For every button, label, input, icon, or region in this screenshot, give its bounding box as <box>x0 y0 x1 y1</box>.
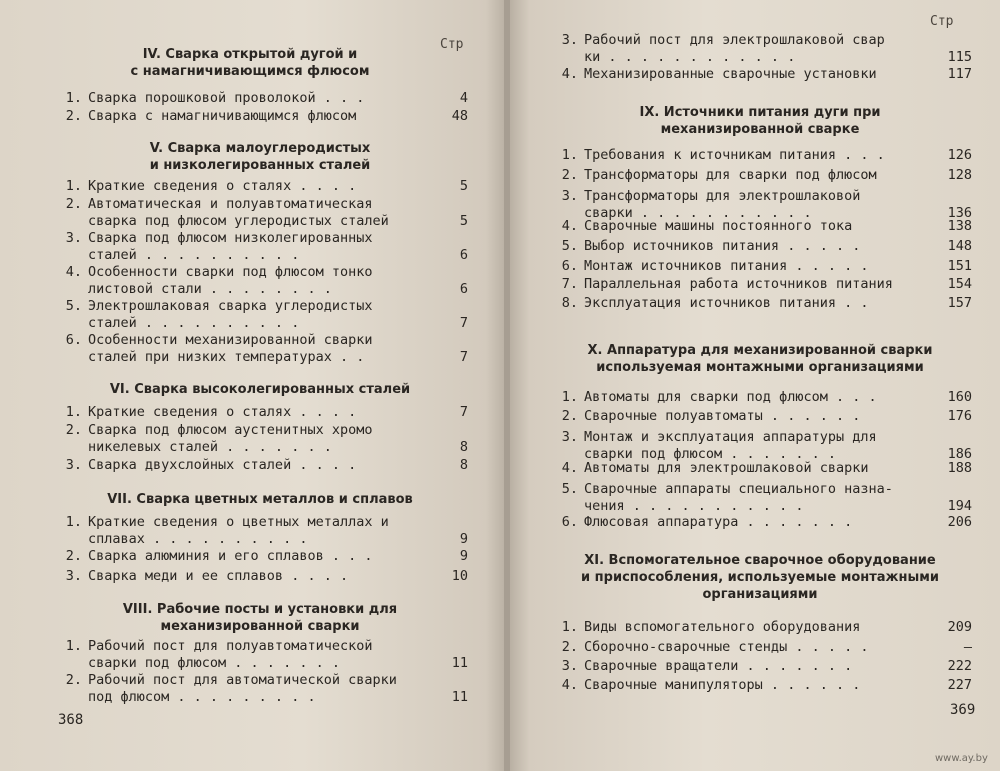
toc-entry[interactable]: 4. Сварочные машины постоянного тока 138 <box>561 218 972 234</box>
toc-entry[interactable]: 4. Механизированные сварочные установки 117 <box>561 66 972 82</box>
toc-entry[interactable]: 4. Особенности сварки под флюсом тонко листовой стали . . . . . . . . 6 <box>65 264 468 297</box>
toc-entry[interactable]: 1. Краткие сведения о цветных металлах и сплавах . . . . . . . . . . 9 <box>65 514 468 547</box>
toc-entry[interactable]: 1. Виды вспомогательного оборудования 209 <box>561 619 972 635</box>
toc-entry[interactable]: 2. Рабочий пост для автоматической сварки под флюсом . . . . . . . . . 11 <box>65 672 468 705</box>
section-heading: XI. Вспомогательное сварочное оборудование и приспособления, используемые монтажными организациями <box>581 553 939 602</box>
toc-entry[interactable]: 2. Сборочно-сварочные стенды . . . . . — <box>561 639 972 655</box>
section-heading: IX. Источники питания дуги при механизированной сварке <box>639 105 881 137</box>
toc-entry[interactable]: 2. Сварка под флюсом аустенитных хромо никелевых сталей . . . . . . . 8 <box>65 422 468 455</box>
section-heading: VII. Сварка цветных металлов и сплавов <box>107 492 413 507</box>
toc-entry[interactable]: 3. Сварка меди и ее сплавов . . . . 10 <box>65 568 468 584</box>
toc-entry[interactable]: 5. Выбор источников питания . . . . . 148 <box>561 238 972 254</box>
toc-entry[interactable]: 3. Монтаж и эксплуатация аппаратуры для сварки под флюсом . . . . . . . 186 <box>561 429 972 462</box>
toc-entry[interactable]: 6. Монтаж источников питания . . . . . 151 <box>561 258 972 274</box>
watermark: www.ay.by <box>935 753 988 764</box>
toc-entry[interactable]: 3. Рабочий пост для электрошлаковой свар ки . . . . . . . . . . . . 115 <box>561 32 972 65</box>
section-heading: X. Аппаратура для механизированной сварки используемая монтажными организациями <box>587 343 933 375</box>
section-heading: V. Сварка малоуглеродистых и низколегированных сталей <box>149 141 371 173</box>
section-heading: IV. Сварка открытой дугой и с намагничивающимся флюсом <box>130 47 370 79</box>
section-heading: VIII. Рабочие посты и установки для механизированной сварки <box>122 602 398 634</box>
toc-entry[interactable]: 6. Флюсовая аппаратура . . . . . . . 206 <box>561 514 972 530</box>
toc-entry[interactable]: 7. Параллельная работа источников питания 154 <box>561 276 972 292</box>
toc-entry[interactable]: 3. Трансформаторы для электрошлаковой сварки . . . . . . . . . . . 136 <box>561 188 972 221</box>
right-page <box>510 0 1000 771</box>
toc-entry[interactable]: 2. Сварка с намагничивающимся флюсом 48 <box>65 108 468 124</box>
toc-entry[interactable]: 1. Требования к источникам питания . . . 126 <box>561 147 972 163</box>
toc-entry[interactable]: 1. Краткие сведения о сталях . . . . 7 <box>65 404 468 420</box>
toc-entry[interactable]: 4. Сварочные манипуляторы . . . . . . 227 <box>561 677 972 693</box>
toc-entry[interactable]: 1. Краткие сведения о сталях . . . . 5 <box>65 178 468 194</box>
page-column-label: Стр <box>930 14 954 29</box>
toc-entry[interactable]: 1. Автоматы для сварки под флюсом . . . 160 <box>561 389 972 405</box>
toc-entry[interactable]: 2. Трансформаторы для сварки под флюсом 128 <box>561 167 972 183</box>
page-number: 368 <box>58 712 84 728</box>
toc-entry[interactable]: 3. Сварка под флюсом низколегированных сталей . . . . . . . . . . 6 <box>65 230 468 263</box>
toc-entry[interactable]: 3. Сварочные вращатели . . . . . . . 222 <box>561 658 972 674</box>
toc-entry[interactable]: 4. Автоматы для электрошлаковой сварки 188 <box>561 460 972 476</box>
page-column-label: Стр <box>440 37 464 52</box>
toc-entry[interactable]: 5. Сварочные аппараты специального назна- чения . . . . . . . . . . . 194 <box>561 481 972 514</box>
toc-entry[interactable]: 2. Сварочные полуавтоматы . . . . . . 176 <box>561 408 972 424</box>
toc-entry[interactable]: 3. Сварка двухслойных сталей . . . . 8 <box>65 457 468 473</box>
toc-entry[interactable]: 6. Особенности механизированной сварки сталей при низких температурах . . 7 <box>65 332 468 365</box>
toc-entry[interactable]: 1. Рабочий пост для полуавтоматической сварки под флюсом . . . . . . . 11 <box>65 638 468 671</box>
section-heading: VI. Сварка высоколегированных сталей <box>109 382 411 397</box>
toc-entry[interactable]: 2. Сварка алюминия и его сплавов . . . 9 <box>65 548 468 564</box>
toc-entry[interactable]: 1. Сварка порошковой проволокой . . . 4 <box>65 90 468 106</box>
toc-entry[interactable]: 5. Электрошлаковая сварка углеродистых сталей . . . . . . . . . . 7 <box>65 298 468 331</box>
toc-entry[interactable]: 8. Эксплуатация источников питания . . 157 <box>561 295 972 311</box>
toc-entry[interactable]: 2. Автоматическая и полуавтоматическая сварка под флюсом углеродистых сталей 5 <box>65 196 468 229</box>
page-number: 369 <box>950 702 976 718</box>
